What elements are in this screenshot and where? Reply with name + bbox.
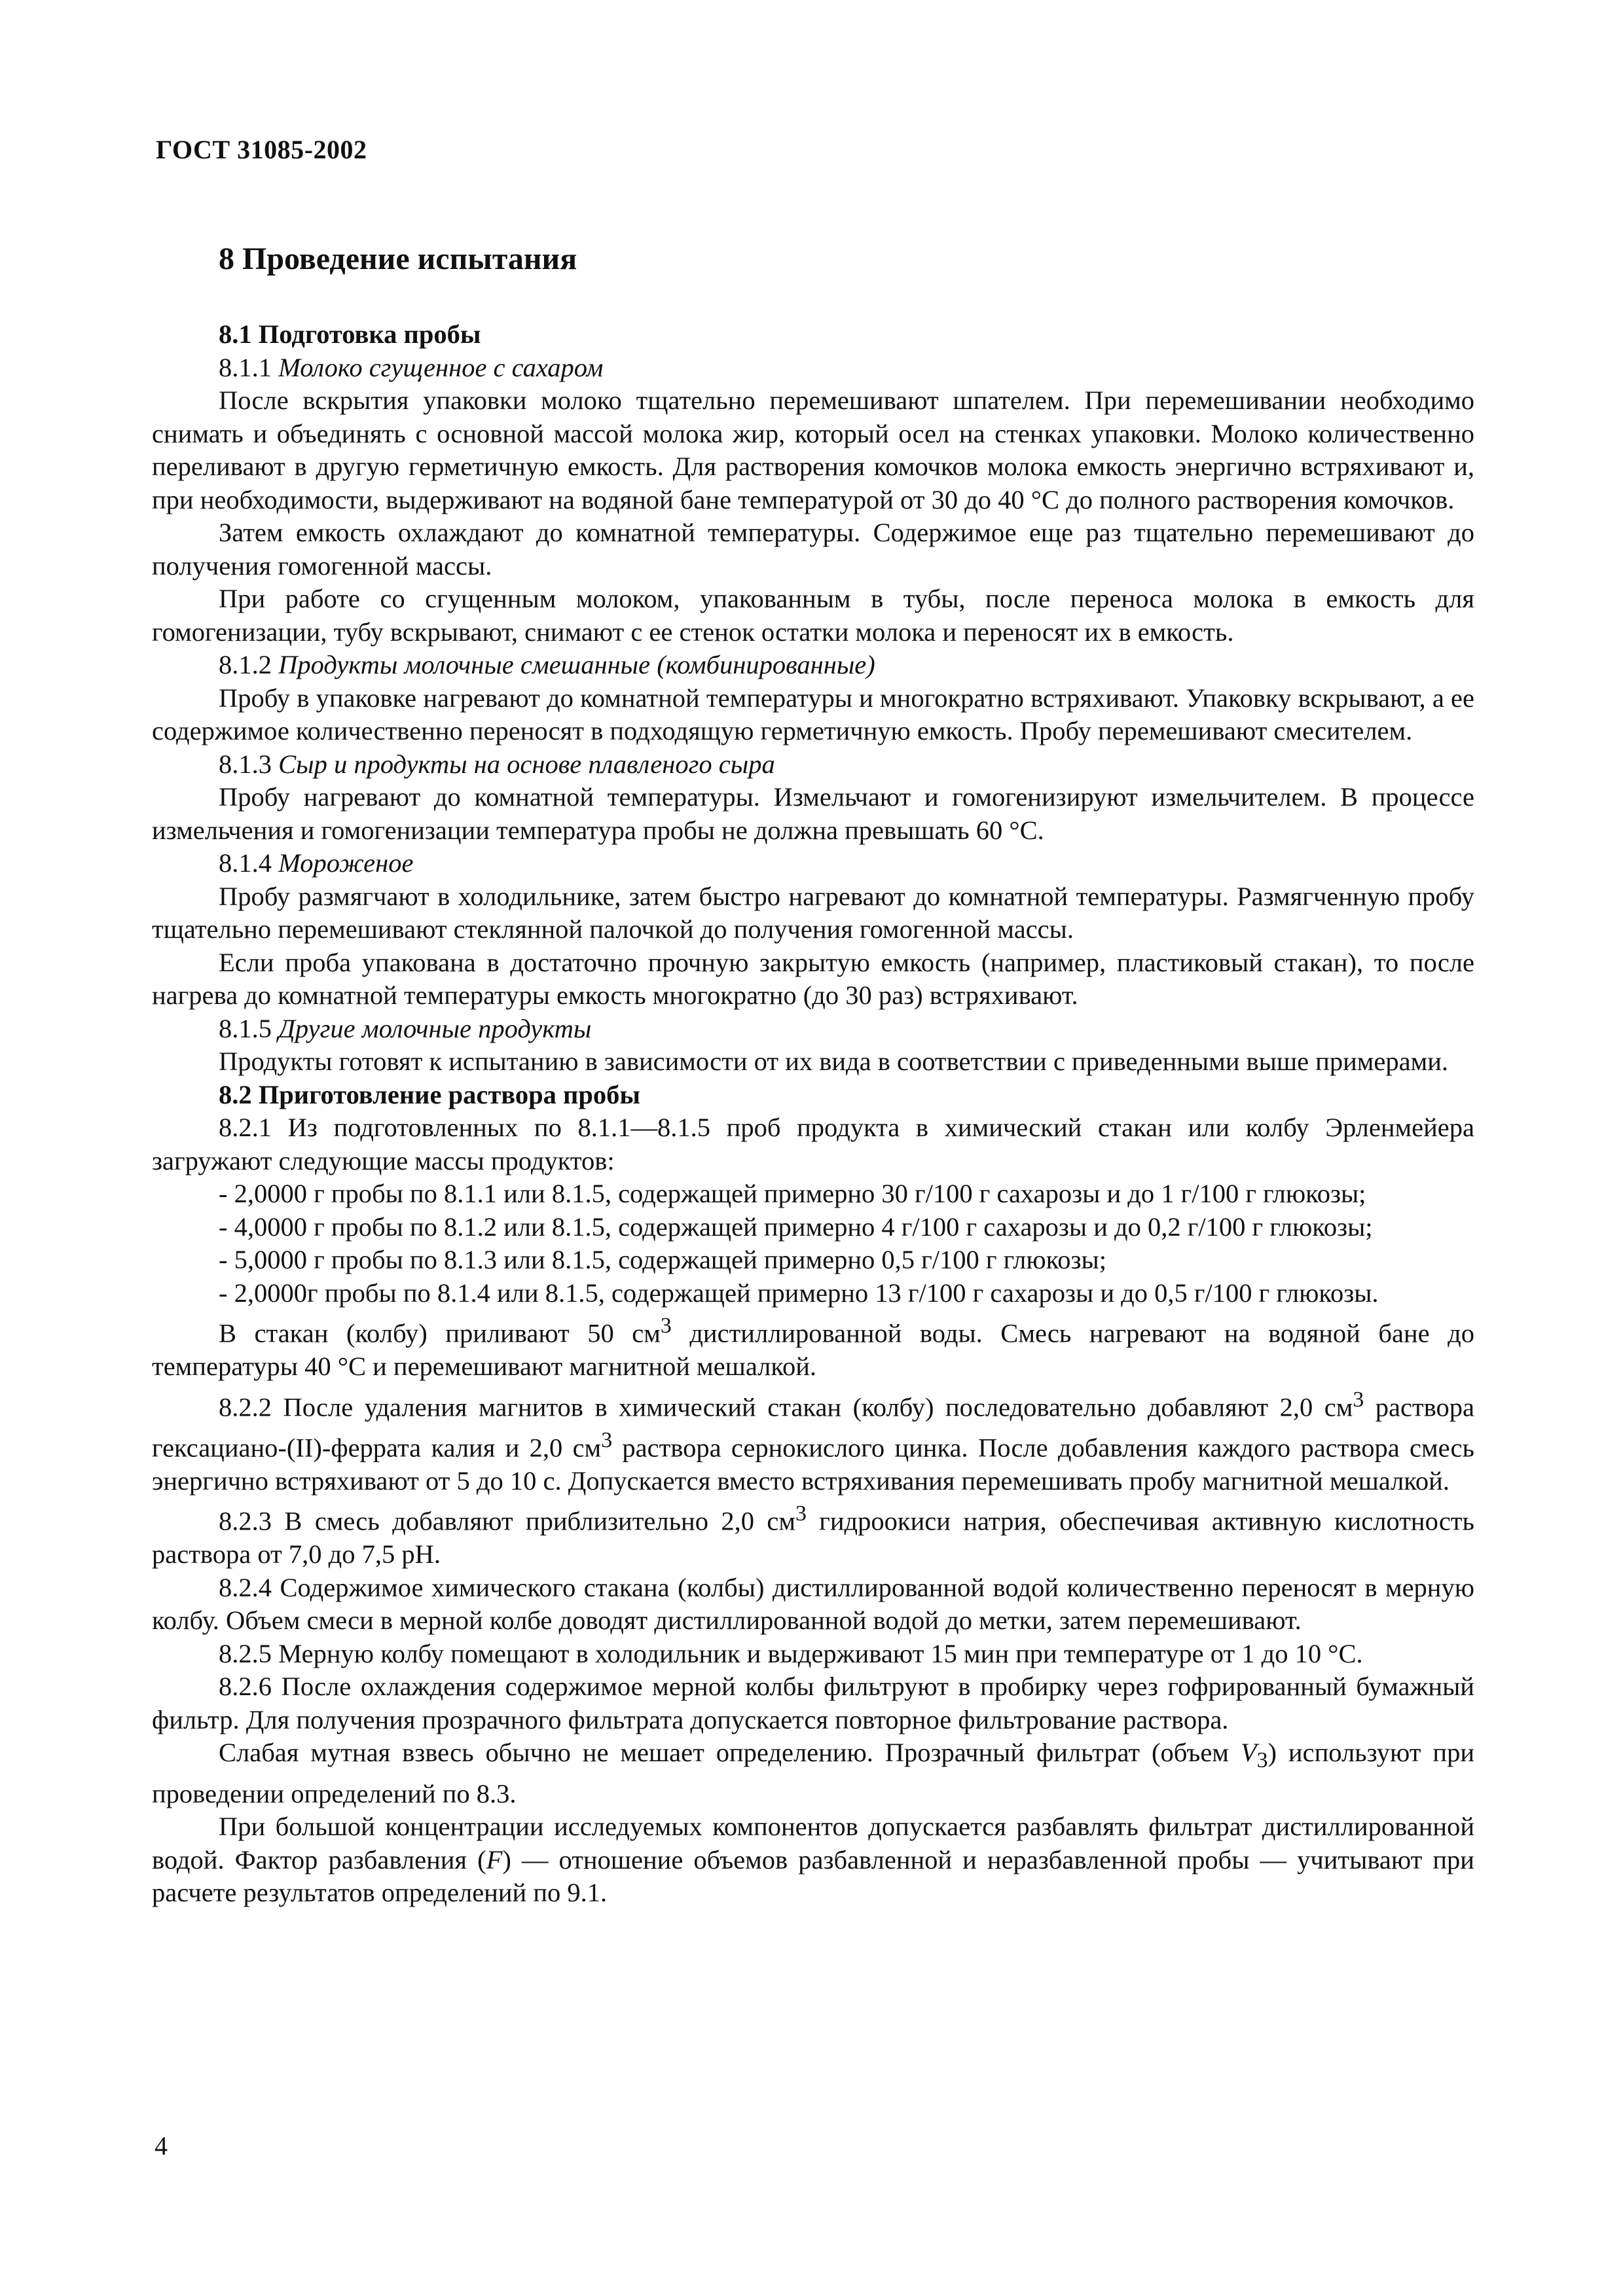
variable: F (486, 1844, 503, 1874)
paragraph (152, 1310, 1474, 1384)
item-title: Другие молочные продукты (278, 1013, 592, 1043)
paragraph: Затем емкость охлаждают до комнатной температуры. Содержимое еще раз тщательно перемешивают до получения гомогенной массы. (152, 518, 1474, 581)
superscript: 3 (601, 1427, 613, 1452)
superscript: 3 (795, 1501, 807, 1526)
text-run: В стакан (колбу) приливают 50 см (219, 1318, 661, 1348)
item-number: 8.1.3 (219, 749, 272, 779)
text-run: гидроокиси натрия, обеспечивая активную кислотность раствора от 7,0 до 7,5 рН. (152, 1506, 1474, 1569)
subsection-heading (152, 1079, 1474, 1112)
list-item: - 2,0000 г пробы по 8.1.1 или 8.1.5, содержащей примерно 30 г/100 г сахарозы и до 1 г/100 г глюкозы; (219, 1179, 1366, 1208)
text-run: 8.2.2 После удаления магнитов в химический стакан (колбу) последовательно добавляют 2,0 см (219, 1392, 1353, 1422)
paragraph (152, 1810, 1474, 1910)
text-run: ) — отношение объемов разбавленной и неразбавленной пробы — учитывают при расчете результатов определений по 9.1. (152, 1844, 1474, 1908)
section-title: 8 Проведение испытания (219, 242, 577, 276)
heading-text: 8.1 Подготовка пробы (219, 319, 481, 349)
text-run: раствора гексациано-(II)-феррата калия и 2,0 см (152, 1392, 1474, 1462)
paragraph (152, 1498, 1474, 1571)
document-body (152, 318, 1474, 1910)
paragraph: 8.2.6 После охлаждения содержимое мерной колбы фильтруют в пробирку через гофрированный бумажный фильтр. Для получения прозрачного фильтрата допускается повторное фильтрование раствора. (152, 1672, 1474, 1734)
subsection-heading (152, 318, 1474, 351)
text-run: дистиллированной воды. Смесь нагревают на водяной бане до температуры 40 °С и перемешивают магнитной мешалкой. (152, 1318, 1474, 1381)
item-title: Мороженое (278, 848, 414, 878)
paragraph: 8.2.4 Содержимое химического стакана (колбы) дистиллированной водой количественно переносят в мерную колбу. Объем смеси в мерной колбе доводят дистиллированной водой до метки, затем перемешивают. (152, 1572, 1474, 1635)
item-number: 8.1.5 (219, 1013, 272, 1043)
variable: V (1240, 1738, 1257, 1767)
paragraph: Продукты готовят к испытанию в зависимости от их вида в соответствии с приведенными выше примерами. (219, 1047, 1449, 1076)
paragraph: 8.2.1 Из подготовленных по 8.1.1—8.1.5 проб продукта в химический стакан или колбу Эрленмейера загружают следующие массы продуктов: (152, 1113, 1474, 1175)
page-number: 4 (155, 2131, 168, 2161)
text-run: раствора сернокислого цинка. После добавления каждого раствора смесь энергично встряхивают от 5 до 10 с. Допускается вместо встряхивания перемешивать пробу магнитной мешалкой. (152, 1433, 1475, 1496)
list-item: - 4,0000 г пробы по 8.1.2 или 8.1.5, содержащей примерно 4 г/100 г сахарозы и до 0,2 г/100 г глюкозы; (219, 1211, 1373, 1242)
item-heading (152, 351, 1474, 385)
text-run: 8.2.3 В смесь добавляют приблизительно 2,0 см (219, 1506, 795, 1536)
item-heading (152, 649, 1474, 682)
heading-text: 8.2 Приготовление раствора пробы (219, 1079, 640, 1109)
superscript: 3 (660, 1314, 672, 1338)
paragraph: При работе со сгущенным молоком, упакованным в тубы, после переноса молока в емкость для гомогенизации, тубу вскрывают, снимают с ее стенок остатки молока и переносят их в емкость. (152, 584, 1474, 647)
item-number: 8.1.4 (219, 848, 272, 878)
paragraph (152, 1384, 1474, 1498)
paragraph: После вскрытия упаковки молоко тщательно перемешивают шпателем. При перемешивании необходимо снимать и объединять с основной массой молока жир, который осел на стенках упаковки. Молоко количественно переливают в другую герметичную емкость. Для растворения комочков молока емкость энергично встряхивают и, при необходимости, выдерживают на водяной бане температурой от 30 до 40 °С до полного растворения комочков. (152, 386, 1474, 514)
list-item: - 2,0000г пробы по 8.1.4 или 8.1.5, содержащей примерно 13 г/100 г сахарозы и до 0,5 г/100 г глюкозы. (219, 1278, 1379, 1308)
item-heading (152, 748, 1474, 781)
item-title: Молоко сгущенное с сахаром (278, 352, 604, 382)
item-heading (152, 1013, 1474, 1046)
item-number: 8.1.2 (219, 650, 272, 679)
paragraph: Пробу в упаковке нагревают до комнатной температуры и многократно встряхивают. Упаковку вскрывают, а ее содержимое количественно переносят в подходящую герметичную емкость. Пробу перемешивают смесителем. (152, 683, 1474, 745)
paragraph: Пробу размягчают в холодильнике, затем быстро нагревают до комнатной температуры. Размягченную пробу тщательно перемешивают стеклянной палочкой до получения гомогенной массы. (152, 881, 1474, 944)
list-item: - 5,0000 г пробы по 8.1.3 или 8.1.5, содержащей примерно 0,5 г/100 г глюкозы; (219, 1245, 1106, 1274)
item-heading (152, 847, 1474, 880)
item-number: 8.1.1 (219, 352, 272, 382)
item-title: Сыр и продукты на основе плавленого сыра (278, 749, 775, 779)
text-run: Слабая мутная взвесь обычно не мешает определению. Прозрачный фильтрат (объем (219, 1738, 1241, 1767)
item-title: Продукты молочные смешанные (комбинированные) (278, 650, 875, 679)
text-run: При большой концентрации исследуемых компонентов допускается разбавлять фильтрат дистиллированной водой. Фактор разбавления ( (152, 1812, 1474, 1874)
text-run: ) используют при проведении определений по 8.3. (152, 1738, 1474, 1808)
paragraph: Пробу нагревают до комнатной температуры. Измельчают и гомогенизируют измельчителем. В процессе измельчения и гомогенизации температура пробы не должна превышать 60 °С. (152, 782, 1474, 845)
paragraph (152, 1736, 1474, 1810)
subscript: 3 (1256, 1748, 1268, 1773)
superscript: 3 (1353, 1387, 1364, 1412)
paragraph: Если проба упакована в достаточно прочную закрытую емкость (например, пластиковый стакан), то после нагрева до комнатной температуры емкость многократно (до 30 раз) встряхивают. (152, 947, 1474, 1010)
paragraph: 8.2.5 Мерную колбу помещают в холодильник и выдерживают 15 мин при температуре от 1 до 10 °С. (219, 1638, 1363, 1668)
document-code: ГОСТ 31085-2002 (156, 135, 367, 164)
